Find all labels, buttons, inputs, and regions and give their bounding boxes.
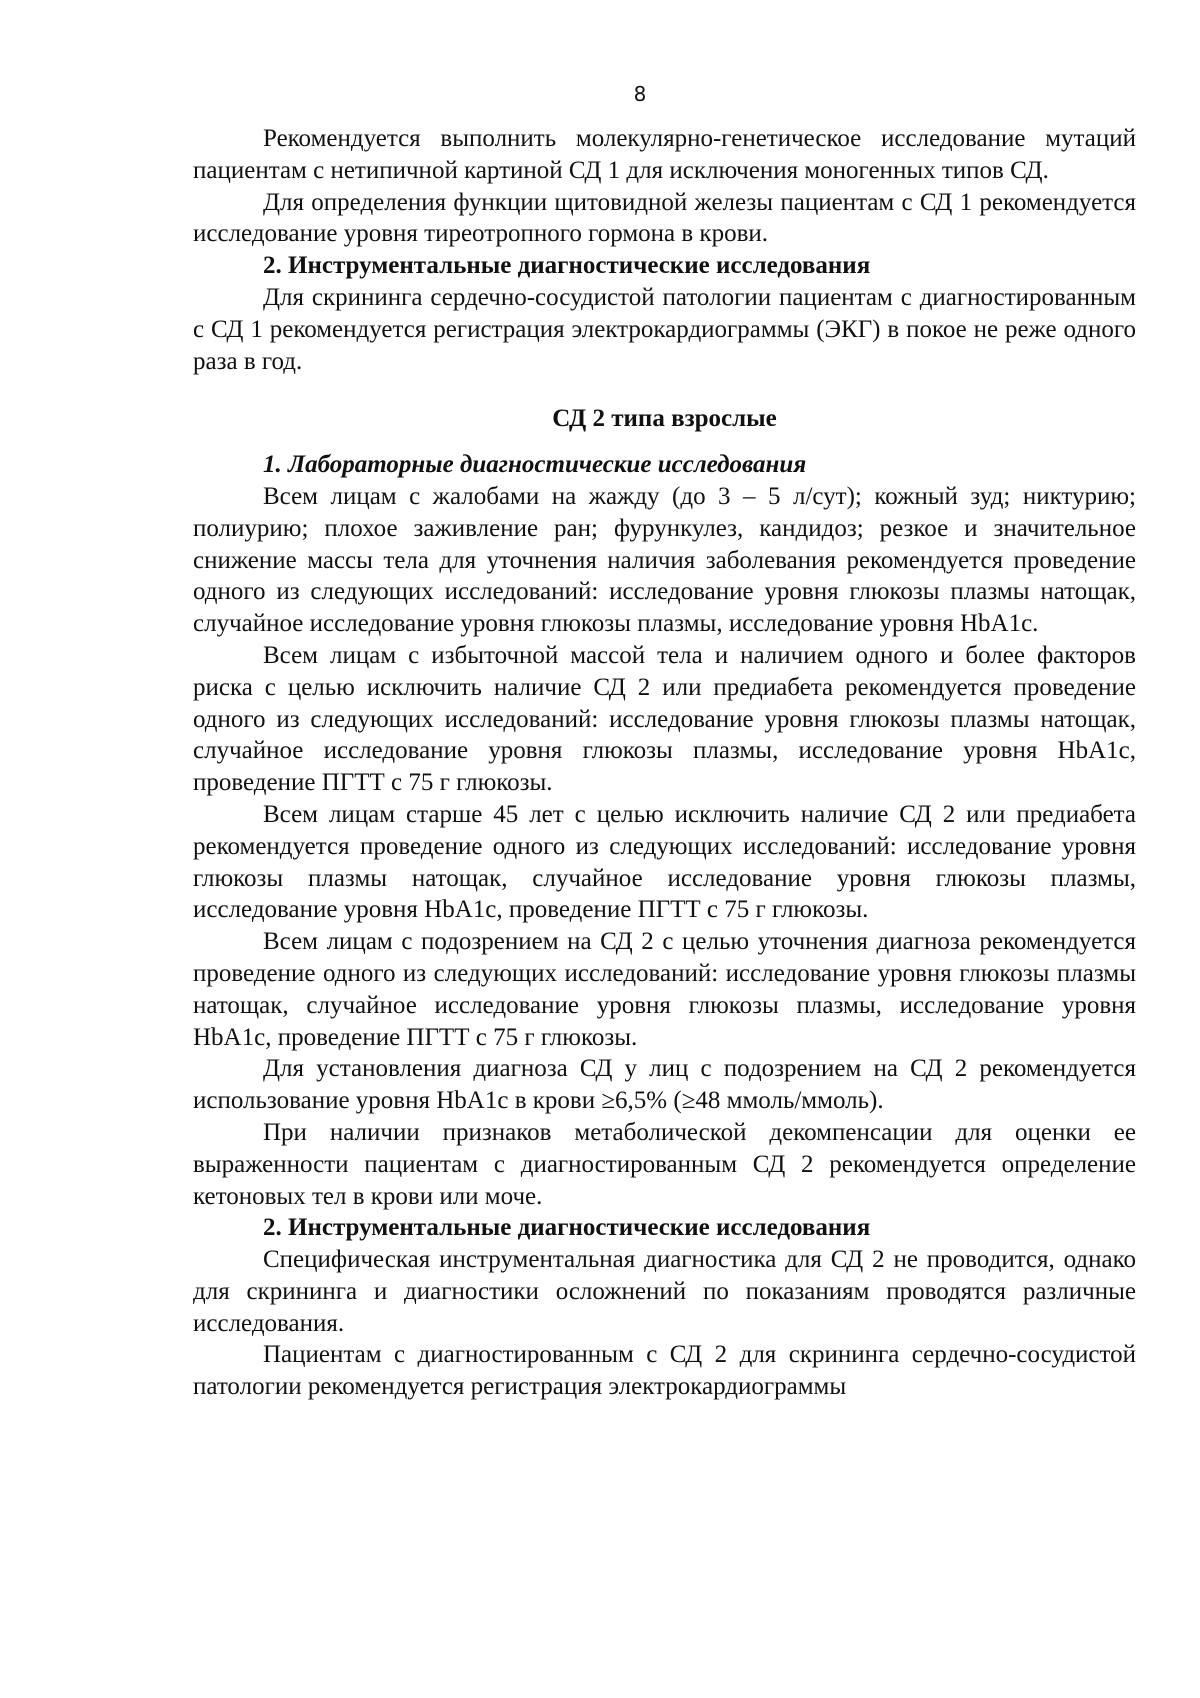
paragraph: Всем лицам старше 45 лет с целью исключить наличие СД 2 или предиабета рекомендуется проведение одного из следующих исследований: исследование уровня глюкозы плазмы натощак, случайное исследование уровня глюкозы плазмы, исследование уровня HbA1c, проведение ПГТТ с 75 г глюкозы. — [193, 800, 1136, 924]
page-content — [193, 123, 1136, 1403]
paragraph: Для скрининга сердечно-сосудистой патологии пациентам с диагностированным с СД 1 рекомендуется регистрация электрокардиограммы (ЭКГ) в покое не реже одного раза в год. — [193, 283, 1136, 375]
section-heading: 2. Инструментальные диагностические исследования — [263, 1214, 871, 1242]
section-title: СД 2 типа взрослые — [552, 405, 777, 433]
paragraph: Для установления диагноза СД у лиц с подозрением на СД 2 рекомендуется использование уровня HbA1c в крови ≥6,5% (≥48 ммоль/ммоль). — [193, 1055, 1136, 1115]
section-heading: 2. Инструментальные диагностические исследования — [263, 252, 871, 280]
paragraph: Специфическая инструментальная диагностика для СД 2 не проводится, однако для скрининга и диагностики осложнений по показаниям проводятся различные исследования. — [193, 1246, 1136, 1337]
paragraph: Всем лицам с подозрением на СД 2 с целью уточнения диагноза рекомендуется проведение одного из следующих исследований: исследование уровня глюкозы плазмы натощак, случайное исследование уровня глюкозы плазмы, исследование уровня HbA1c, проведение ПГТТ с 75 г глюкозы. — [193, 928, 1136, 1051]
paragraph: Для определения функции щитовидной железы пациентам с СД 1 рекомендуется исследование уровня тиреотропного гормона в крови. — [193, 188, 1136, 248]
page-number: 8 — [633, 82, 647, 106]
paragraph: Всем лицам с избыточной массой тела и наличием одного и более факторов риска с целью исключить наличие СД 2 или предиабета рекомендуется проведение одного из следующих исследований: исследование уровня глюкозы плазмы натощак, случайное исследование уровня глюкозы плазмы, исследование уровня HbA1c, проведение ПГТТ с 75 г глюкозы. — [193, 641, 1136, 797]
paragraph: Всем лицам с жалобами на жажду (до 3 – 5 л/сут); кожный зуд; никтурию; полиурию; плохое заживление ран; фурункулез, кандидоз; резкое и значительное снижение массы тела для уточнения наличия заболевания рекомендуется проведение одного из следующих исследований: исследование уровня глюкозы плазмы натощак, случайное исследование уровня глюкозы плазмы, исследование уровня HbA1c. — [193, 482, 1136, 638]
paragraph: При наличии признаков метаболической декомпенсации для оценки ее выраженности пациентам с диагностированным СД 2 рекомендуется определение кетоновых тел в крови или моче. — [193, 1118, 1136, 1210]
section-heading: 1. Лабораторные диагностические исследования — [263, 451, 807, 479]
paragraph: Пациентам с диагностированным с СД 2 для скрининга сердечно-сосудистой патологии рекомендуется регистрация электрокардиограммы — [193, 1341, 1136, 1401]
paragraph: Рекомендуется выполнить молекулярно-генетическое исследование мутаций пациентам с нетипичной картиной СД 1 для исключения моногенных типов СД. — [193, 125, 1136, 184]
